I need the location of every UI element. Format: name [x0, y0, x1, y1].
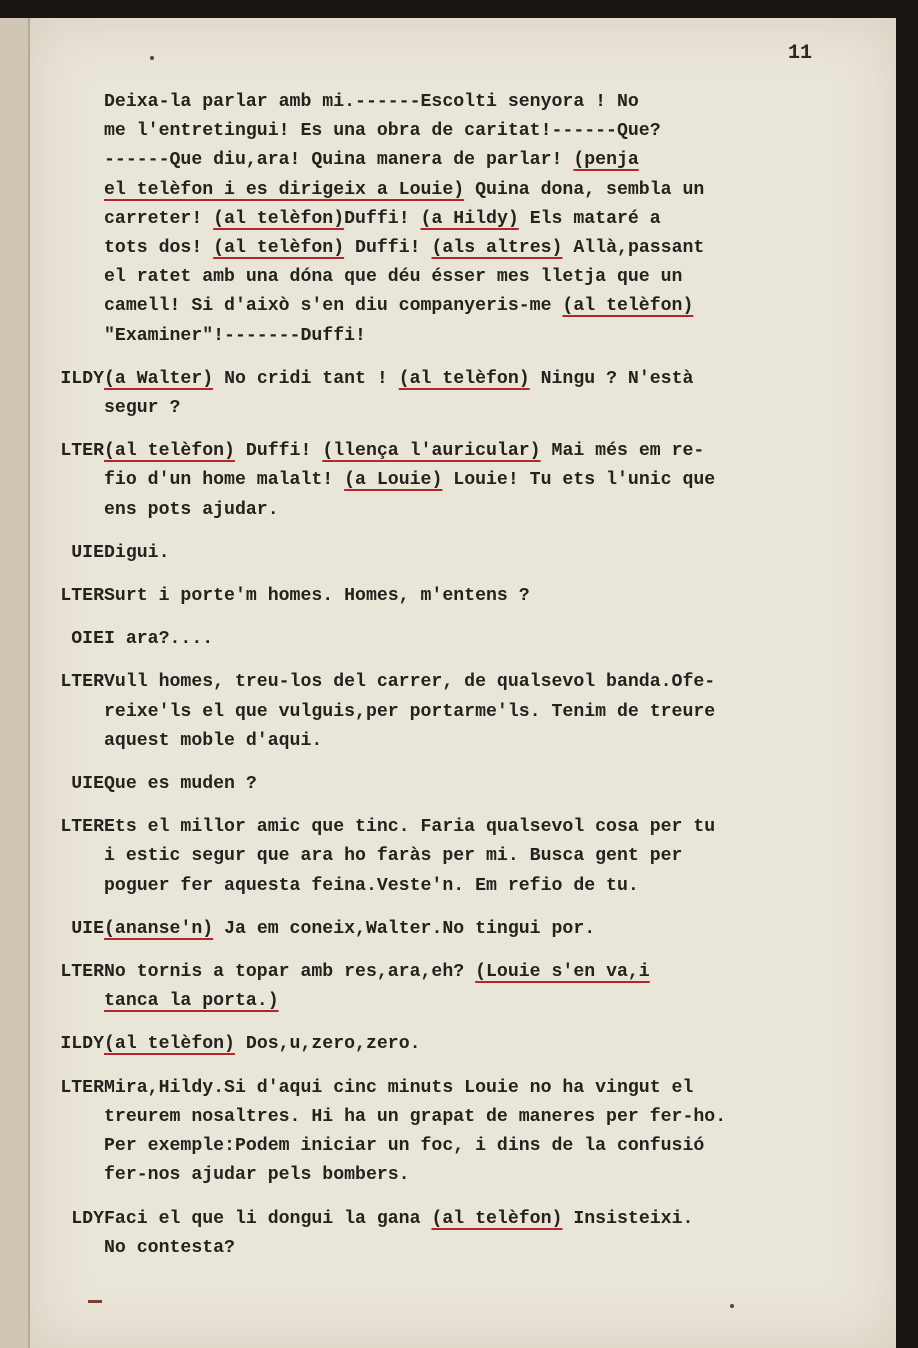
dialogue-line	[104, 698, 856, 727]
stage-direction: (al telèfon)	[213, 208, 345, 229]
stage-direction: (a Walter)	[104, 368, 214, 389]
dialogue-block	[104, 958, 856, 1016]
dialogue-line	[104, 727, 856, 756]
dialogue-line	[104, 437, 856, 466]
stage-direction: (ananse'n)	[104, 918, 214, 939]
stage-direction: (Louie s'en va,i	[475, 962, 650, 983]
dialogue-text: poguer fer aquesta feina.Veste'n. Em refio de tu.	[104, 875, 639, 896]
dialogue-line	[104, 176, 856, 205]
dialogue-text: "Examiner"!-------Duffi!	[104, 325, 366, 346]
speaker-name: LTER	[60, 817, 104, 838]
ink-speck	[150, 56, 154, 60]
speaker-name: ILDY	[60, 1034, 104, 1055]
dialogue-text: tots dos!	[104, 238, 214, 259]
dialogue-block	[104, 582, 856, 611]
stage-direction: tanca la porta.)	[104, 991, 279, 1012]
dialogue-line	[104, 770, 856, 799]
dialogue-text: camell! Si d'això s'en diu companyeris-me	[104, 296, 563, 317]
dialogue-block	[104, 1074, 856, 1191]
dialogue-text: Ja em coneix,Walter.No tingui por.	[213, 918, 596, 939]
dialogue-text: Els mataré a	[518, 208, 661, 229]
dialogue-line	[104, 1103, 856, 1132]
dialogue-line	[104, 915, 856, 944]
dialogue-text: Deixa-la parlar amb mi.------Escolti senyora ! No	[104, 92, 639, 112]
dialogue-line	[104, 1132, 856, 1161]
stage-direction: (al telèfon)	[213, 238, 345, 259]
stage-direction: el telèfon i es dirigeix a Louie)	[104, 179, 465, 200]
dialogue-text: aquest moble d'aqui.	[104, 730, 323, 751]
stage-direction: (als altres)	[431, 238, 563, 259]
dialogue-line	[104, 1234, 856, 1263]
dialogue-text: Que es muden ?	[104, 774, 257, 795]
stage-direction: (llença l'auricular)	[322, 441, 541, 462]
dialogue-line	[104, 117, 856, 146]
dialogue-text: Per exemple:Podem iniciar un foc, i dins de la confusió	[104, 1136, 705, 1157]
dialogue-text: Duffi!	[344, 208, 421, 229]
dialogue-text: i estic segur que ara ho faràs per mi. Busca gent per	[104, 846, 683, 867]
speaker-name: ILDY	[60, 368, 104, 389]
ink-mark	[88, 1300, 102, 1303]
dialogue-text: No tornis a topar amb res,ara,eh?	[104, 962, 476, 983]
speaker-name: LTER	[60, 672, 104, 693]
script-cue	[30, 958, 896, 1016]
dialogue-text: Surt i porte'm homes. Homes, m'entens ?	[104, 586, 530, 607]
stage-direction: (al telèfon)	[104, 1034, 235, 1055]
dialogue-text: Ningu ? N'està	[529, 368, 694, 389]
dialogue-text: ens pots ajudar.	[104, 499, 279, 520]
stage-direction: (penja	[573, 150, 639, 171]
dialogue-text: Faci el que li dongui la gana	[104, 1208, 432, 1229]
dialogue-line	[104, 1030, 856, 1059]
script-cue	[30, 365, 896, 423]
dialogue-text: No contesta?	[104, 1237, 235, 1258]
dialogue-line	[104, 1074, 856, 1103]
dialogue-line	[104, 958, 856, 987]
dialogue-line	[104, 1205, 856, 1234]
dialogue-line	[104, 365, 856, 394]
dialogue-text: Mai més em re-	[540, 441, 705, 462]
dialogue-block	[104, 437, 856, 525]
dialogue-block	[104, 770, 856, 799]
dialogue-block	[104, 813, 856, 901]
script-cue	[30, 813, 896, 901]
script-cue	[30, 1205, 896, 1263]
speaker-name: OIE	[71, 629, 104, 650]
dialogue-text: fer-nos ajudar pels bombers.	[104, 1165, 410, 1186]
dialogue-line	[104, 668, 856, 697]
dialogue-line	[104, 88, 856, 117]
dialogue-line	[104, 263, 856, 292]
dialogue-line	[104, 146, 856, 175]
dialogue-text: ------Que diu,ara! Quina manera de parlar!	[104, 150, 574, 171]
dialogue-text: Quina dona, sembla un	[464, 179, 705, 200]
dialogue-line	[104, 322, 856, 351]
dialogue-line	[104, 466, 856, 495]
script-cue	[30, 915, 896, 944]
dialogue-text: Louie! Tu ets l'unic que	[442, 470, 716, 491]
dialogue-line	[104, 872, 856, 901]
dialogue-text: reixe'ls el que vulguis,per portarme'ls. Tenim de treure	[104, 701, 716, 722]
dialogue-text: fio d'un home malalt!	[104, 470, 345, 491]
stage-direction: (al telèfon)	[562, 296, 694, 317]
stage-direction: (al telèfon)	[431, 1208, 563, 1229]
ink-speck	[730, 1304, 734, 1308]
dialogue-text: Insisteixi.	[562, 1208, 694, 1229]
script-cue	[30, 770, 896, 799]
script-cue	[30, 625, 896, 654]
script-cue	[30, 1074, 896, 1191]
dialogue-line	[104, 292, 856, 321]
dialogue-block	[104, 915, 856, 944]
dialogue-block	[104, 625, 856, 654]
dialogue-line	[104, 496, 856, 525]
dialogue-text: I ara?....	[104, 629, 214, 650]
dialogue-text: Vull homes, treu-los del carrer, de qualsevol banda.Ofe-	[104, 672, 716, 693]
dialogue-line	[104, 987, 856, 1016]
speaker-name: LTER	[60, 441, 104, 462]
dialogue-text: carreter!	[104, 208, 214, 229]
dialogue-line	[104, 813, 856, 842]
speaker-name: UIE	[71, 542, 104, 563]
script-page	[28, 18, 896, 1348]
speaker-name: UIE	[71, 918, 104, 939]
dialogue-text: Ets el millor amic que tinc. Faria qualsevol cosa per tu	[104, 817, 716, 838]
stage-direction: (al telèfon)	[104, 441, 235, 462]
dialogue-text: Digui.	[104, 542, 170, 563]
dialogue-text: me l'entretingui! Es una obra de caritat!------Que?	[104, 121, 661, 142]
dialogue-line	[104, 1161, 856, 1190]
dialogue-line	[104, 205, 856, 234]
dialogue-line	[104, 625, 856, 654]
dialogue-block	[104, 539, 856, 568]
stage-direction: (al telèfon)	[398, 368, 530, 389]
speaker-name: UIE	[71, 774, 104, 795]
dialogue-text: Dos,u,zero,zero.	[234, 1034, 421, 1055]
script-cue	[30, 1030, 896, 1059]
dialogue-text: Duffi!	[234, 441, 323, 462]
speaker-name: LDY	[71, 1208, 104, 1229]
dialogue-text: Mira,Hildy.Si d'aqui cinc minuts Louie no ha vingut el	[104, 1077, 694, 1098]
dialogue-block	[104, 88, 856, 351]
dialogue-text: Duffi!	[344, 238, 432, 259]
script-cue	[30, 668, 896, 756]
dialogue-text: No cridi tant !	[213, 368, 399, 389]
speaker-name: LTER	[60, 962, 104, 983]
script-cue	[30, 539, 896, 568]
dialogue-line	[104, 539, 856, 568]
dialogue-block	[104, 1030, 856, 1059]
dialogue-line	[104, 842, 856, 871]
stage-direction: (a Louie)	[344, 470, 443, 491]
dialogue-block	[104, 1205, 856, 1263]
stage-direction: (a Hildy)	[420, 208, 519, 229]
dialogue-text: segur ?	[104, 398, 181, 419]
dialogue-text: Allà,passant	[562, 238, 705, 259]
speaker-name: LTER	[60, 586, 104, 607]
script-cue	[30, 582, 896, 611]
dialogue-line	[104, 582, 856, 611]
page-number: 11	[787, 42, 812, 65]
dialogue-block	[104, 668, 856, 756]
script-cue	[30, 88, 896, 351]
dialogue-text: treurem nosaltres. Hi ha un grapat de maneres per fer-ho.	[104, 1106, 727, 1127]
dialogue-line	[104, 394, 856, 423]
script-body	[30, 88, 896, 1277]
dialogue-text: el ratet amb una dóna que déu ésser mes lletja que un	[104, 267, 683, 288]
speaker-name: LTER	[60, 1077, 104, 1098]
dialogue-block	[104, 365, 856, 423]
script-cue	[30, 437, 896, 525]
dialogue-line	[104, 234, 856, 263]
